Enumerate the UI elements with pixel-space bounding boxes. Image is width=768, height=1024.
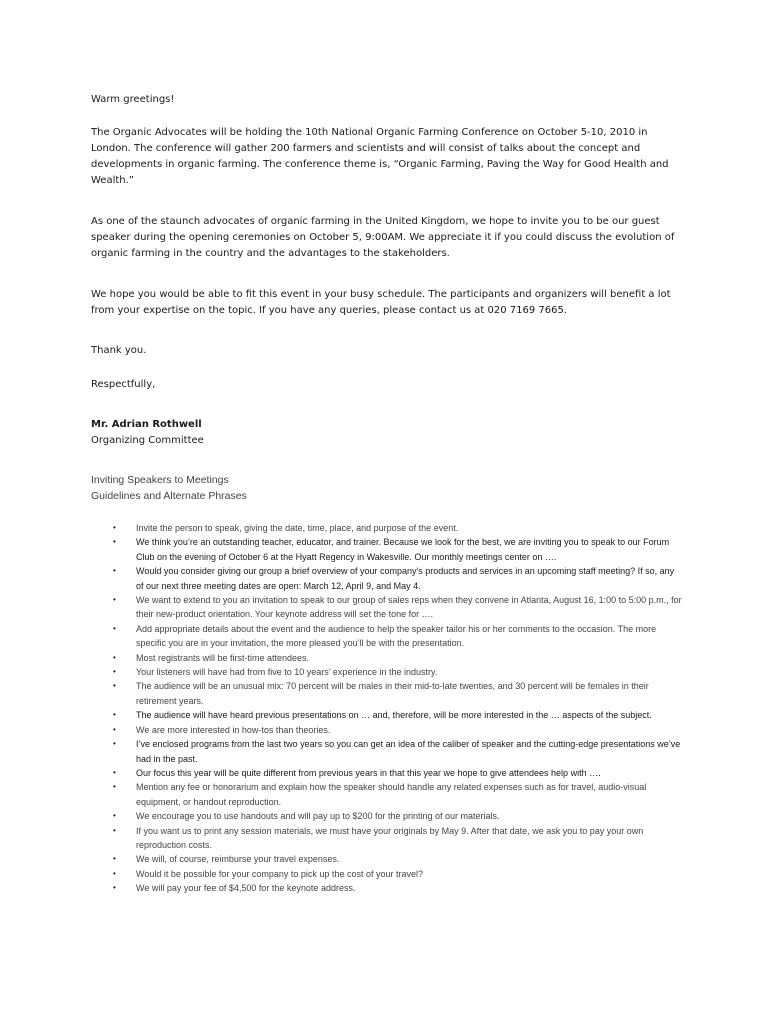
list-item-text: Would you consider giving our group a brief overview of your company's products and services in an upcoming staff meeting? If so, any of our next three meeting dates are open: March 12, April 9, and May 4. xyxy=(136,566,675,591)
list-item xyxy=(113,622,683,651)
list-item xyxy=(113,824,683,853)
letter-paragraph-conference: The Organic Advocates will be holding the 10th National Organic Farming Conference on October 5-10, 2010 in London. The conference will gather 200 farmers and scientists and will consist of talks about the concept and developments in organic farming. The conference theme is, “Organic Farming, Paving the Way for Good Health and Wealth.” xyxy=(91,127,669,186)
bullet-icon: • xyxy=(113,681,116,691)
list-item xyxy=(113,881,683,895)
list-item xyxy=(113,723,683,737)
guidelines-title: Inviting Speakers to Meetings xyxy=(91,474,229,486)
bullet-icon: • xyxy=(113,724,116,734)
bullet-icon: • xyxy=(113,739,116,749)
bullet-icon: • xyxy=(113,537,116,547)
bullet-icon: • xyxy=(113,623,116,633)
list-item-text: We will, of course, reimburse your travel expenses. xyxy=(136,854,340,865)
letter-paragraph-contact: We hope you would be able to fit this event in your busy schedule. The participants and organizers will benefit a lot from your expertise on the topic. If you have any queries, please contact us at 020 7169 7665. xyxy=(91,289,671,316)
list-item xyxy=(113,766,683,780)
list-item xyxy=(113,852,683,866)
list-item xyxy=(113,564,683,593)
list-item xyxy=(113,737,683,766)
list-item-text: I’ve enclosed programs from the last two years so you can get an idea of the caliber of speaker and the cutting-edge presentations we’ve had in the past. xyxy=(136,739,681,764)
list-item xyxy=(113,867,683,881)
list-item xyxy=(113,593,683,622)
list-item-text: We think you’re an outstanding teacher, educator, and trainer. Because we look for the best, we are inviting you to speak to our Forum Club on the evening of October 6 at the Hyatt Regency in Wakesville. Our monthly meetings center on …. xyxy=(136,537,670,562)
list-item xyxy=(113,535,683,564)
letter-closing: Respectfully, xyxy=(91,379,156,390)
bullet-icon: • xyxy=(113,595,116,605)
guidelines-subtitle: Guidelines and Alternate Phrases xyxy=(91,490,247,502)
bullet-icon: • xyxy=(113,523,116,532)
list-item xyxy=(113,708,683,722)
list-item-text: We are more interested in how-tos than theories. xyxy=(136,724,331,735)
invitation-letter xyxy=(91,92,681,449)
list-item xyxy=(113,521,683,535)
bullet-icon: • xyxy=(113,667,116,677)
bullet-icon: • xyxy=(113,854,116,864)
guidelines-header xyxy=(91,472,691,504)
letter-thanks: Thank you. xyxy=(91,345,147,356)
bullet-icon: • xyxy=(113,767,116,777)
list-item-text: The audience will have heard previous presentations on … and, therefore, will be more interested in the … aspects of the subject. xyxy=(136,710,652,721)
bullet-icon: • xyxy=(113,782,116,792)
list-item-text: If you want us to print any session materials, we must have your originals by May 9. After that date, we ask you to pay your own reproduction costs. xyxy=(136,825,644,850)
list-item-text: Add appropriate details about the event and the audience to help the speaker tailor his or her comments to the occasion. The more specific you are in your invitation, the more pleased you’ll be with the presentation. xyxy=(136,623,657,649)
list-item-text: Would it be possible for your company to pick up the cost of your travel? xyxy=(136,868,423,879)
list-item-text: Our focus this year will be quite different from previous years in that this year we hope to give attendees help with …. xyxy=(136,767,601,778)
bullet-icon: • xyxy=(113,811,116,821)
list-item-text: We encourage you to use handouts and will pay up to $200 for the printing of our materials. xyxy=(136,811,500,822)
signature-name: Mr. Adrian Rothwell xyxy=(91,419,202,430)
list-item xyxy=(113,679,683,708)
letter-paragraph-invitation: As one of the staunch advocates of organic farming in the United Kingdom, we hope to invite you to be our guest speaker during the opening ceremonies on October 5, 9:00AM. We appreciate it if you could discuss the evolution of organic farming in the country and the advantages to the stakeholders. xyxy=(91,216,675,259)
bullet-icon: • xyxy=(113,868,116,878)
bullet-icon: • xyxy=(113,825,116,835)
bullet-icon: • xyxy=(113,710,116,720)
list-item xyxy=(113,780,683,809)
list-item-text: Mention any fee or honorarium and explain how the speaker should handle any related expenses such as for travel, audio-visual equipment, or handout reproduction. xyxy=(136,782,647,807)
list-item-text: We will pay your fee of $4,500 for the keynote address. xyxy=(136,883,356,894)
guidelines-list xyxy=(113,521,683,896)
list-item xyxy=(113,665,683,679)
bullet-icon: • xyxy=(113,566,116,576)
list-item-text: The audience will be an unusual mix: 70 percent will be males in their mid-to-late twenties, and 30 percent will be females in their retirement years. xyxy=(136,681,649,706)
list-item-text: Most registrants will be first-time attendees. xyxy=(136,652,310,663)
bullet-icon: • xyxy=(113,883,116,893)
list-item-text: Your listeners will have had from five to 10 years’ experience in the industry. xyxy=(136,667,438,678)
list-item-text: Invite the person to speak, giving the date, time, place, and purpose of the event. xyxy=(136,523,459,533)
list-item xyxy=(113,651,683,665)
list-item-text: We want to extend to you an invitation to speak to our group of sales reps when they convene in Atlanta, August 16, 1:00 to 5:00 p.m., for their new-product orientation. Your keynote address will set the tone for …. xyxy=(136,595,682,620)
signature-title: Organizing Committee xyxy=(91,435,204,446)
list-item xyxy=(113,809,683,823)
bullet-icon: • xyxy=(113,652,116,662)
letter-greeting: Warm greetings! xyxy=(91,94,175,105)
